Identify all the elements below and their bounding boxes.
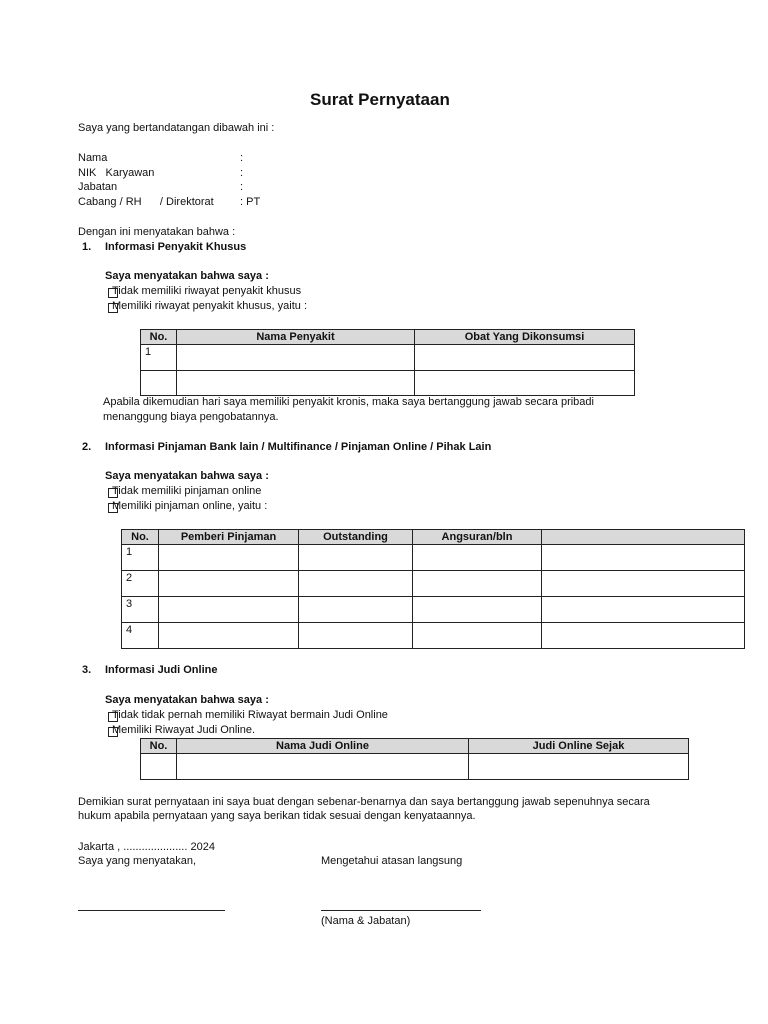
cell-no bbox=[141, 371, 177, 396]
closing-line2: hukum apabila pernyataan yang saya berikan tidak sesuai dengan kenyataannya. bbox=[78, 810, 476, 822]
table-row bbox=[122, 545, 745, 571]
cell-pemberi[interactable] bbox=[159, 623, 299, 649]
section2-option1-label: Tidak memiliki pinjaman online bbox=[112, 485, 262, 497]
table-row bbox=[141, 371, 635, 396]
field-value-nik[interactable]: : bbox=[240, 167, 244, 179]
col-angsuran: Angsuran/bln bbox=[413, 530, 542, 545]
cell-angsuran[interactable] bbox=[413, 571, 542, 597]
cell-angsuran[interactable] bbox=[413, 545, 542, 571]
section2-statement: Saya menyatakan bahwa saya : bbox=[105, 470, 269, 482]
table-row bbox=[122, 623, 745, 649]
cell-extra[interactable] bbox=[542, 623, 745, 649]
cell-pemberi[interactable] bbox=[159, 597, 299, 623]
cell-pemberi[interactable] bbox=[159, 545, 299, 571]
signer-right-caption: (Nama & Jabatan) bbox=[321, 915, 411, 927]
declaration-intro: Dengan ini menyatakan bahwa : bbox=[78, 226, 236, 238]
section3-statement: Saya menyatakan bahwa saya : bbox=[105, 694, 269, 706]
field-value-cabang[interactable]: : PT bbox=[240, 196, 261, 208]
section3-option2-label: Memiliki Riwayat Judi Online. bbox=[112, 724, 256, 736]
signature-line-left bbox=[78, 910, 225, 911]
cell-outstanding[interactable] bbox=[299, 597, 413, 623]
col-nama-judi: Nama Judi Online bbox=[177, 739, 469, 754]
table-header-row bbox=[141, 739, 689, 754]
table-row bbox=[122, 571, 745, 597]
col-extra bbox=[542, 530, 745, 545]
col-no: No. bbox=[141, 330, 177, 345]
section2-option2-label: Memiliki pinjaman online, yaitu : bbox=[112, 500, 268, 512]
signer-left-label: Saya yang menyatakan, bbox=[78, 855, 197, 867]
cell-pemberi[interactable] bbox=[159, 571, 299, 597]
cell-angsuran[interactable] bbox=[413, 623, 542, 649]
field-value-nama[interactable]: : bbox=[240, 152, 244, 164]
cell-outstanding[interactable] bbox=[299, 623, 413, 649]
table-header-row bbox=[122, 530, 745, 545]
section2-heading: Informasi Pinjaman Bank lain / Multifinance / Pinjaman Online / Pihak Lain bbox=[105, 441, 492, 453]
cell-outstanding[interactable] bbox=[299, 571, 413, 597]
intro-text: Saya yang bertandatangan dibawah ini : bbox=[78, 122, 275, 134]
gambling-table bbox=[140, 738, 689, 780]
section1-statement: Saya menyatakan bahwa saya : bbox=[105, 270, 269, 282]
cell-angsuran[interactable] bbox=[413, 597, 542, 623]
cell-extra[interactable] bbox=[542, 597, 745, 623]
field-label-nik: NIK Karyawan bbox=[78, 167, 155, 179]
cell-nama-judi[interactable] bbox=[177, 754, 469, 780]
cell-nama-penyakit[interactable] bbox=[177, 345, 415, 371]
cell-nama-penyakit[interactable] bbox=[177, 371, 415, 396]
section3-heading: Informasi Judi Online bbox=[105, 664, 218, 676]
col-outstanding: Outstanding bbox=[299, 530, 413, 545]
col-judi-sejak: Judi Online Sejak bbox=[469, 739, 689, 754]
cell-no: 2 bbox=[122, 571, 159, 597]
field-label-cabang: Cabang / RH / Direktorat bbox=[78, 196, 214, 208]
section1-option1-label: Tidak memiliki riwayat penyakit khusus bbox=[112, 285, 302, 297]
section1-heading: Informasi Penyakit Khusus bbox=[105, 241, 247, 253]
cell-judi-sejak[interactable] bbox=[469, 754, 689, 780]
section3-number: 3. bbox=[82, 664, 92, 676]
field-label-jabatan: Jabatan bbox=[78, 181, 118, 193]
table-row bbox=[122, 597, 745, 623]
table-header-row bbox=[141, 330, 635, 345]
place-date: Jakarta , ..................... 2024 bbox=[78, 841, 215, 853]
section1-option2-label: Memiliki riwayat penyakit khusus, yaitu : bbox=[112, 300, 308, 312]
col-no: No. bbox=[141, 739, 177, 754]
col-pemberi-pinjaman: Pemberi Pinjaman bbox=[159, 530, 299, 545]
cell-no bbox=[141, 754, 177, 780]
cell-no: 1 bbox=[122, 545, 159, 571]
loan-table bbox=[121, 529, 745, 649]
cell-obat[interactable] bbox=[415, 345, 635, 371]
cell-extra[interactable] bbox=[542, 545, 745, 571]
table-row bbox=[141, 754, 689, 780]
closing-line1: Demikian surat pernyataan ini saya buat dengan sebenar-benarnya dan saya bertanggung jawab sepenuhnya secara bbox=[78, 796, 650, 808]
section1-number: 1. bbox=[82, 241, 92, 253]
cell-no: 4 bbox=[122, 623, 159, 649]
cell-no: 3 bbox=[122, 597, 159, 623]
col-nama-penyakit: Nama Penyakit bbox=[177, 330, 415, 345]
section1-note-line1: Apabila dikemudian hari saya memiliki penyakit kronis, maka saya bertanggung jawab secara pribadi bbox=[103, 396, 594, 408]
field-value-jabatan[interactable]: : bbox=[240, 181, 244, 193]
col-no: No. bbox=[122, 530, 159, 545]
field-label-nama: Nama bbox=[78, 152, 108, 164]
section1-note-line2: menanggung biaya pengobatannya. bbox=[103, 411, 279, 423]
cell-no: 1 bbox=[141, 345, 177, 371]
signature-line-right bbox=[321, 910, 481, 911]
section2-number: 2. bbox=[82, 441, 92, 453]
cell-outstanding[interactable] bbox=[299, 545, 413, 571]
page-title: Surat Pernyataan bbox=[310, 90, 450, 109]
table-row bbox=[141, 345, 635, 371]
section3-option1-label: Tidak tidak pernah memiliki Riwayat bermain Judi Online bbox=[112, 709, 388, 721]
cell-extra[interactable] bbox=[542, 571, 745, 597]
cell-obat[interactable] bbox=[415, 371, 635, 396]
signer-right-label: Mengetahui atasan langsung bbox=[321, 855, 463, 867]
col-obat: Obat Yang Dikonsumsi bbox=[415, 330, 635, 345]
disease-table bbox=[140, 329, 635, 396]
